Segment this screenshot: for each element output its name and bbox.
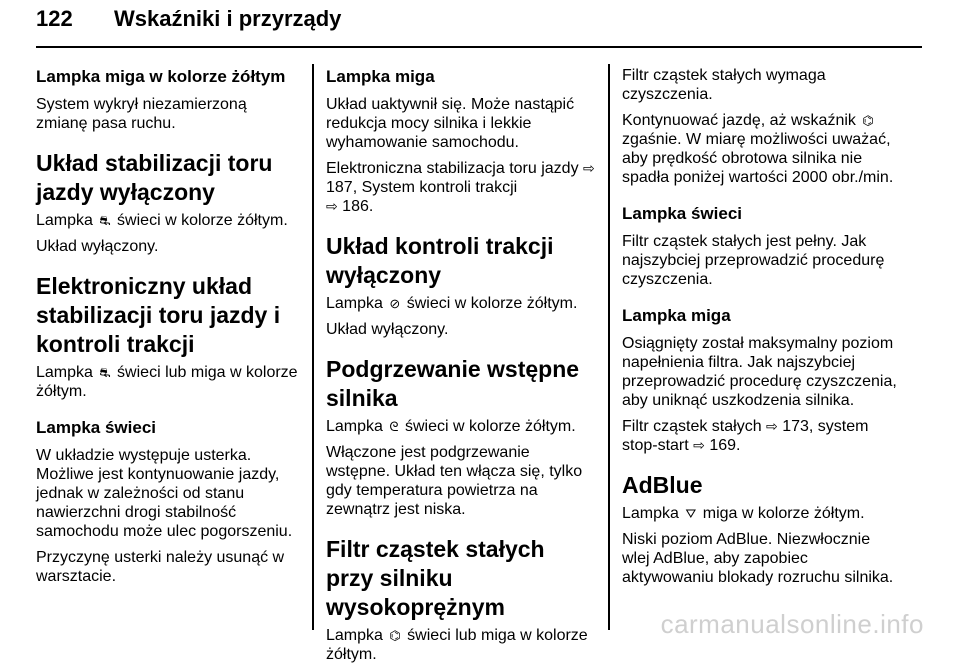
fault-text: W układzie występuje usterka. Możliwe jest kontynuowanie jazdy, jednak w zależności od stanu nawierzchni drogi stabilność samochodu może ulec pogorszeniu. <box>36 447 293 540</box>
column-1 <box>36 66 301 593</box>
dpf-drive-text <box>622 111 902 187</box>
dpf-clean-text: Filtr cząstek stałych wymaga czyszczenia. <box>622 67 826 103</box>
page-ref-arrow-icon: ⇨ <box>693 437 705 453</box>
glow-plug-heading: Podgrzewanie wstępne silnika <box>326 356 580 411</box>
adblue-low-text: Niski poziom AdBlue. Niezwłocznie wlej AdBlue, aby zapobiec aktywowaniu blokady rozruchu silnika. <box>622 531 894 586</box>
lane-heading: Lampka miga w kolorze żółtym <box>36 67 286 86</box>
text-span: świeci w kolorze żółtym. <box>112 212 288 229</box>
dpf-icon: ⌬ <box>389 628 401 643</box>
text-span: Lampka <box>326 627 388 644</box>
esc-tc-heading: Elektroniczny układ stabilizacji toru jazdy i kontroli trakcji <box>36 273 281 357</box>
glow-plug-text: Włączone jest podgrzewanie wstępne. Układ ten włącza się, tylko gdy temperatura powietrza na zewnątrz jest niska. <box>326 444 583 518</box>
text-span: miga w kolorze żółtym. <box>698 505 865 522</box>
lamp-on-heading: Lampka świeci <box>36 418 157 437</box>
column-divider-1 <box>312 64 314 630</box>
dpf-icon: ⌬ <box>862 113 874 128</box>
text-span: zgaśnie. W miarę możliwości uważać, aby prędkość obrotowa silnika nie spadła poniżej wartości 2000 obr./min. <box>622 131 894 186</box>
page-ref-arrow-icon: ⇨ <box>583 160 595 176</box>
text-span: Kontynuować jazdę, aż wskaźnik <box>622 112 861 129</box>
page-number: 122 <box>36 6 73 31</box>
column-divider-2 <box>608 64 610 630</box>
tc-off-status: Układ wyłączony. <box>326 321 449 338</box>
lamp-blink-heading: Lampka miga <box>622 306 731 325</box>
text-span: Lampka <box>36 212 98 229</box>
system-active-text: Układ uaktywnił się. Może nastąpić redukcja mocy silnika i lekkie wyhamowanie samochodu. <box>326 96 575 151</box>
esc-off-lamp-text <box>36 211 301 230</box>
page-header <box>36 6 922 42</box>
text-span: Lampka <box>36 364 98 381</box>
esc-off-status: Układ wyłączony. <box>36 238 159 255</box>
dpf-max-text: Osiągnięty został maksymalny poziom napełnienia filtra. Jak najszybciej przeprowadzić procedurę czyszczenia, aby uniknąć uszkodzenia silnika. <box>622 335 897 409</box>
text-span: świeci lub miga w kolorze żółtym. <box>326 627 588 663</box>
text-span: 173, system stop-start <box>622 418 869 454</box>
glow-plug-icon: ᘓ <box>389 419 399 434</box>
adblue-lamp-text <box>622 504 902 523</box>
text-span: 187, System kontroli trakcji <box>326 179 518 196</box>
tc-off-heading: Układ kontroli trakcji wyłączony <box>326 233 554 288</box>
text-span: 186. <box>337 198 374 215</box>
text-span: Lampka <box>326 295 388 312</box>
text-span: świeci w kolorze żółtym. <box>402 295 578 312</box>
dpf-reference-text <box>622 417 902 455</box>
lamp-on-heading: Lampka świeci <box>622 204 743 223</box>
page-title: Wskaźniki i przyrządy <box>114 6 342 31</box>
column-3 <box>622 66 902 594</box>
glow-plug-lamp-text <box>326 417 598 436</box>
header-rule <box>36 46 922 48</box>
text-span: świeci lub miga w kolorze żółtym. <box>36 364 298 400</box>
text-span: świeci w kolorze żółtym. <box>400 418 576 435</box>
dpf-heading: Filtr cząstek stałych przy silniku wysokoprężnym <box>326 536 545 620</box>
tc-off-warning-icon: ⊘ <box>389 296 401 311</box>
text-span: Elektroniczna stabilizacja toru jazdy <box>326 160 584 177</box>
adblue-heading: AdBlue <box>622 472 703 498</box>
lamp-blink-heading: Lampka miga <box>326 67 435 86</box>
reference-text <box>326 159 598 216</box>
text-span: Filtr cząstek stałych <box>622 418 767 435</box>
lane-text: System wykrył niezamierzoną zmianę pasa ruchu. <box>36 96 247 132</box>
adblue-icon: ⛛ <box>685 506 697 521</box>
esc-off-warning-icon: ⛐ <box>99 213 111 228</box>
repair-text: Przyczynę usterki należy usunąć w warsztacie. <box>36 549 285 585</box>
esc-tc-warning-icon: ⛐ <box>99 365 111 380</box>
dpf-full-text: Filtr cząstek stałych jest pełny. Jak najszybciej przeprowadzić procedurę czyszczenia. <box>622 233 885 288</box>
watermark: carmanualsonline.info <box>660 609 924 639</box>
page-ref-arrow-icon: ⇨ <box>766 418 778 434</box>
text-span: 169. <box>704 437 741 454</box>
text-span: Lampka <box>326 418 388 435</box>
column-2 <box>326 66 598 671</box>
esc-off-heading: Układ stabilizacji toru jazdy wyłączony <box>36 150 273 205</box>
esc-tc-lamp-text <box>36 363 301 401</box>
page-ref-arrow-icon: ⇨ <box>326 198 338 214</box>
tc-off-lamp-text <box>326 294 598 313</box>
dpf-lamp-text <box>326 626 598 664</box>
text-span: Lampka <box>622 505 684 522</box>
